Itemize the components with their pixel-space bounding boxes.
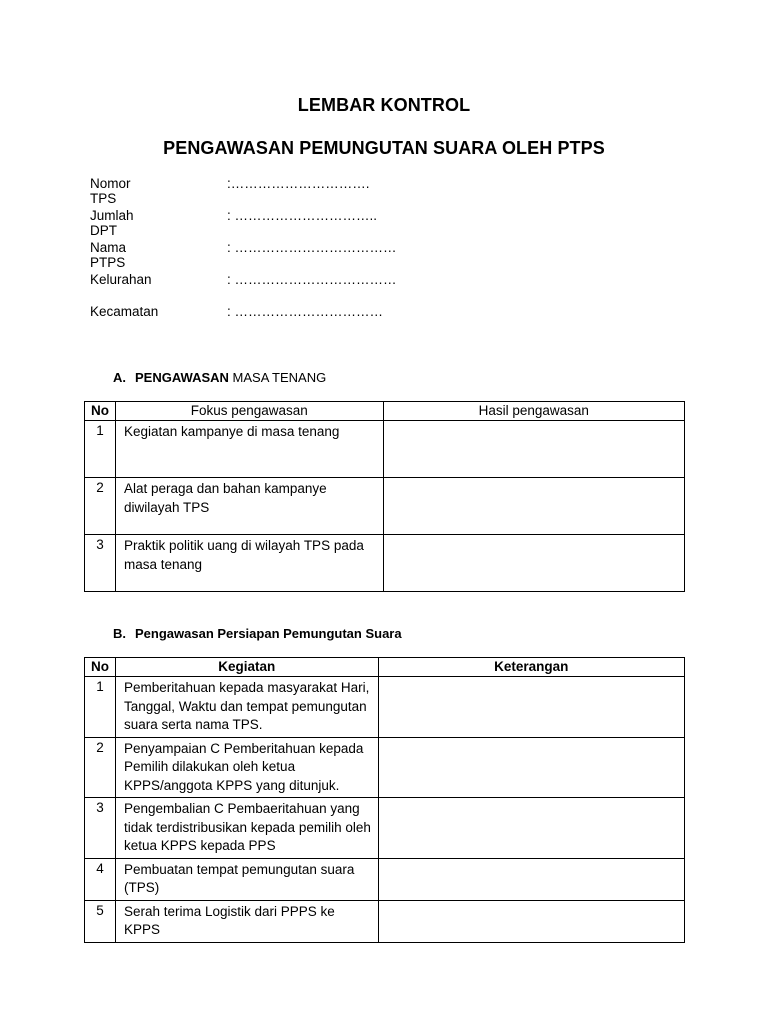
section-b-heading [113,626,402,641]
row-focus: Alat peraga dan bahan kampanye diwilayah TPS [115,478,383,535]
header-kegiatan: Kegiatan [115,658,378,677]
row-note-cell[interactable] [378,677,684,738]
row-result-cell[interactable] [383,535,684,592]
field-label: Nama PTPS [90,240,127,270]
table-row [85,858,685,900]
table-row [85,677,685,738]
field-value: : ……………………………… [227,240,397,255]
section-title-rest: MASA TENANG [228,370,327,385]
table-header-row [85,658,685,677]
row-number: 1 [85,421,116,478]
header-no: No [85,402,116,421]
row-number: 4 [85,858,116,900]
table-row [85,798,685,859]
row-note-cell[interactable] [378,737,684,798]
field-value: : …………………………… [227,304,384,319]
table-row [85,421,685,478]
field-label: Nomor TPS [90,176,131,206]
field-value: : ……………………………… [227,272,397,287]
row-note-cell[interactable] [378,798,684,859]
row-number: 5 [85,900,116,942]
row-number: 3 [85,535,116,592]
row-number: 3 [85,798,116,859]
row-activity: Pemberitahuan kepada masyarakat Hari, Tanggal, Waktu dan tempat pemungutan suara serta nama TPS. [115,677,378,738]
row-activity: Pembuatan tempat pemungutan suara (TPS) [115,858,378,900]
table-row [85,737,685,798]
row-result-cell[interactable] [383,478,684,535]
field-value: :…………………………. [227,176,370,191]
header-keterangan: Keterangan [378,658,684,677]
row-activity: Pengembalian C Pembaeritahuan yang tidak terdistribusikan kepada pemilih oleh ketua KPPS kepada PPS [115,798,378,859]
header-no: No [85,658,116,677]
field-value: : ………………………….. [227,208,378,223]
field-label: Kecamatan [90,304,159,319]
row-activity: Serah terima Logistik dari PPPS ke KPPS [115,900,378,942]
row-result-cell[interactable] [383,421,684,478]
section-letter: A. [113,370,126,385]
row-activity: Penyampaian C Pemberitahuan kepada Pemilih dilakukan oleh ketua KPPS/anggota KPPS yang ditunjuk. [115,737,378,798]
table-row [85,478,685,535]
row-focus: Praktik politik uang di wilayah TPS pada masa tenang [115,535,383,592]
row-note-cell[interactable] [378,900,684,942]
row-note-cell[interactable] [378,858,684,900]
section-a-heading [113,370,326,385]
document-title: LEMBAR KONTROL [297,95,471,115]
field-label: Jumlah DPT [90,208,134,238]
field-label: Kelurahan [90,272,152,287]
table-masa-tenang [84,401,685,592]
row-number: 2 [85,478,116,535]
section-title: Pengawasan Persiapan Pemungutan Suara [135,626,402,641]
row-number: 2 [85,737,116,798]
table-row [85,900,685,942]
table-persiapan [84,657,685,943]
document-subtitle: PENGAWASAN PEMUNGUTAN SUARA OLEH PTPS [163,138,605,158]
table-header-row [85,402,685,421]
section-letter: B. [113,626,126,641]
section-title-bold: PENGAWASAN [135,370,229,385]
row-number: 1 [85,677,116,738]
header-fokus: Fokus pengawasan [115,402,383,421]
row-focus: Kegiatan kampanye di masa tenang [115,421,383,478]
header-hasil: Hasil pengawasan [383,402,684,421]
table-row [85,535,685,592]
